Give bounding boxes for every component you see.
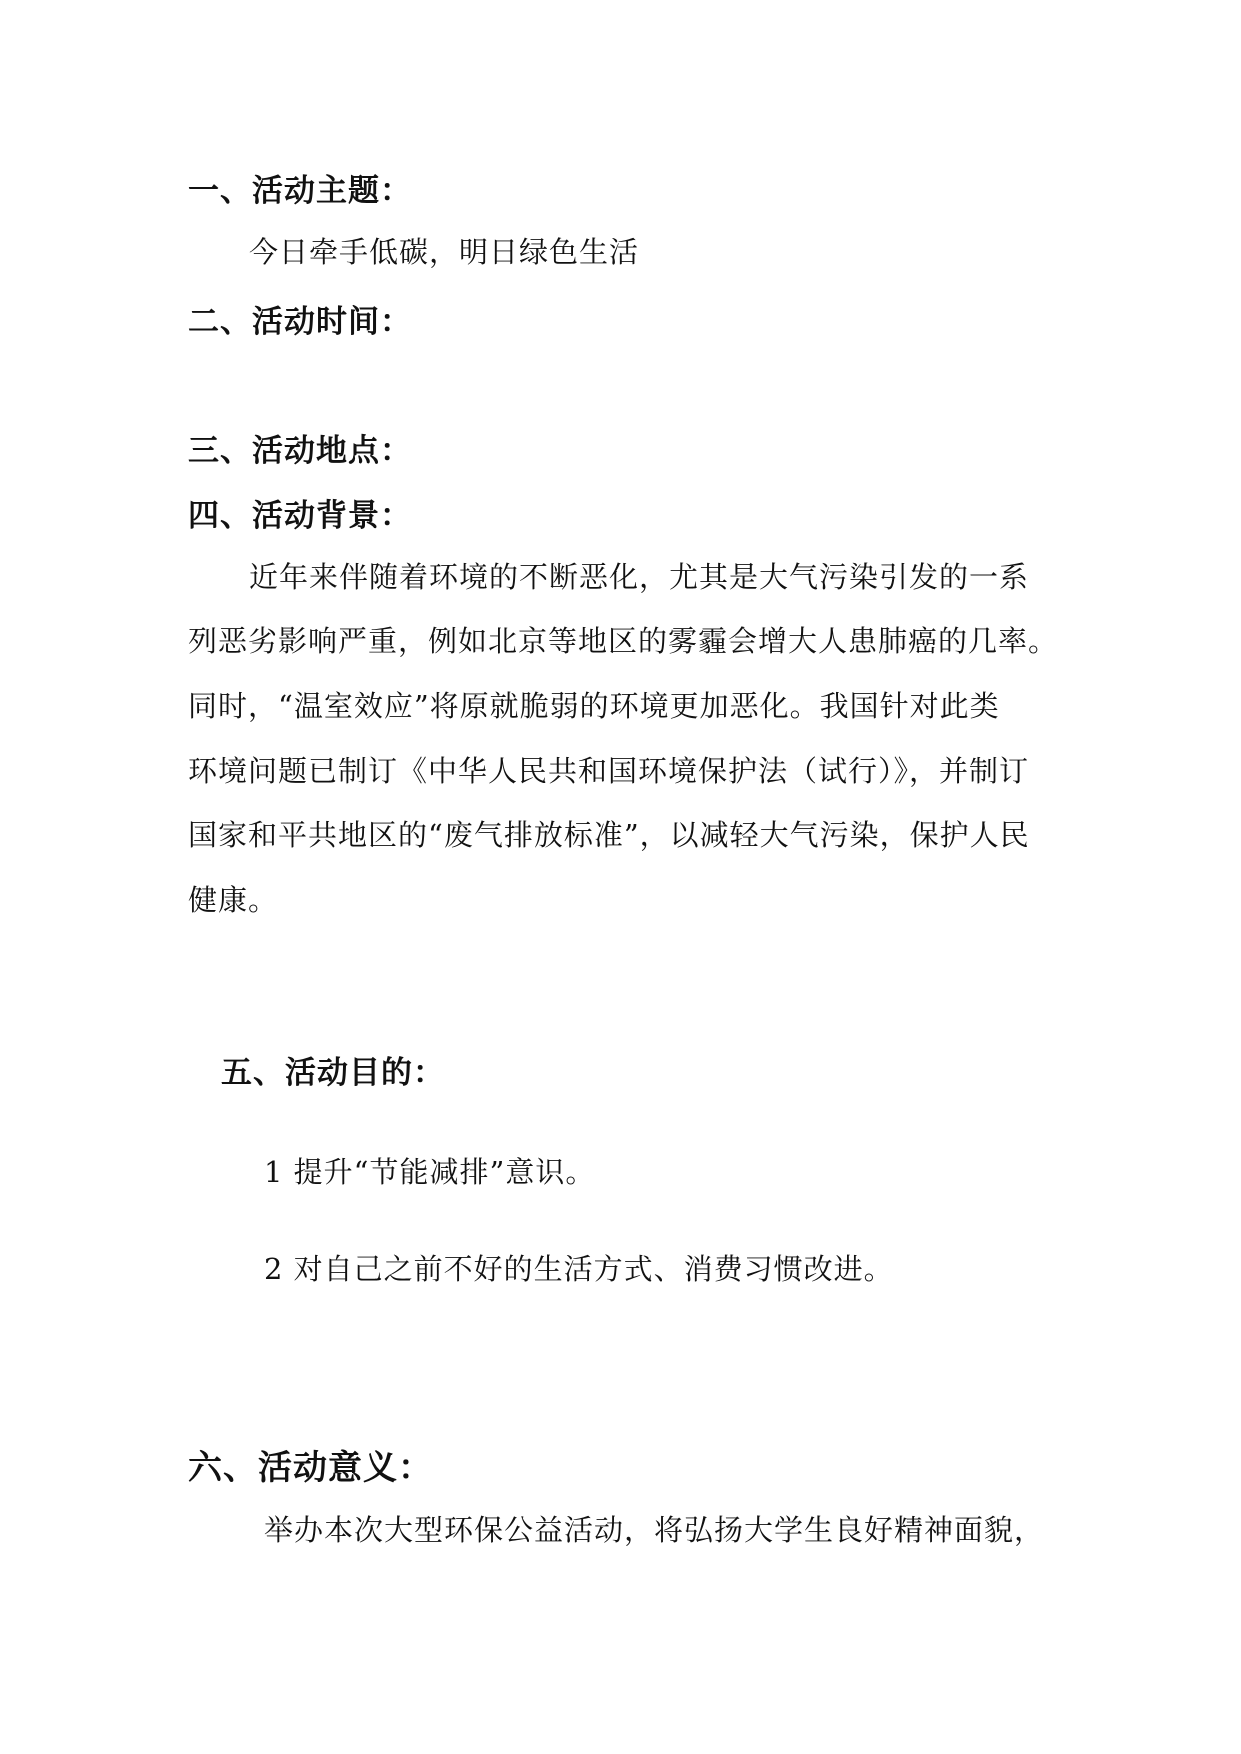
background-line: 国家和平共地区的“废气排放标准”，以减轻大气污染，保护人民: [188, 818, 1030, 852]
heading-significance: 六、活动意义：: [188, 1448, 433, 1488]
significance-text: 举办本次大型环保公益活动，将弘扬大学生良好精神面貌，: [264, 1513, 1045, 1547]
heading-purpose: 五、活动目的：: [221, 1055, 445, 1091]
background-line: 列恶劣影响严重，例如北京等地区的雾霾会增大人患肺癌的几率。: [188, 624, 1059, 658]
background-line: 近年来伴随着环境的不断恶化，尤其是大气污染引发的一系: [249, 560, 1030, 594]
heading-theme: 一、活动主题：: [188, 173, 412, 209]
heading-background: 四、活动背景：: [188, 498, 412, 534]
purpose-item: 2 对自己之前不好的生活方式、消费习惯改进。: [264, 1252, 894, 1286]
background-line: 同时，“温室效应”将原就脆弱的环境更加恶化。我国针对此类: [188, 689, 1000, 723]
theme-text: 今日牵手低碳，明日绿色生活: [249, 235, 640, 269]
background-line: 健康。: [188, 883, 279, 917]
background-line: 环境问题已制订《中华人民共和国环境保护法（试行）》，并制订: [188, 754, 1030, 788]
purpose-item: 1 提升“节能减排”意识。: [264, 1155, 596, 1189]
heading-time: 二、活动时间：: [188, 304, 412, 340]
heading-place: 三、活动地点：: [188, 433, 412, 469]
